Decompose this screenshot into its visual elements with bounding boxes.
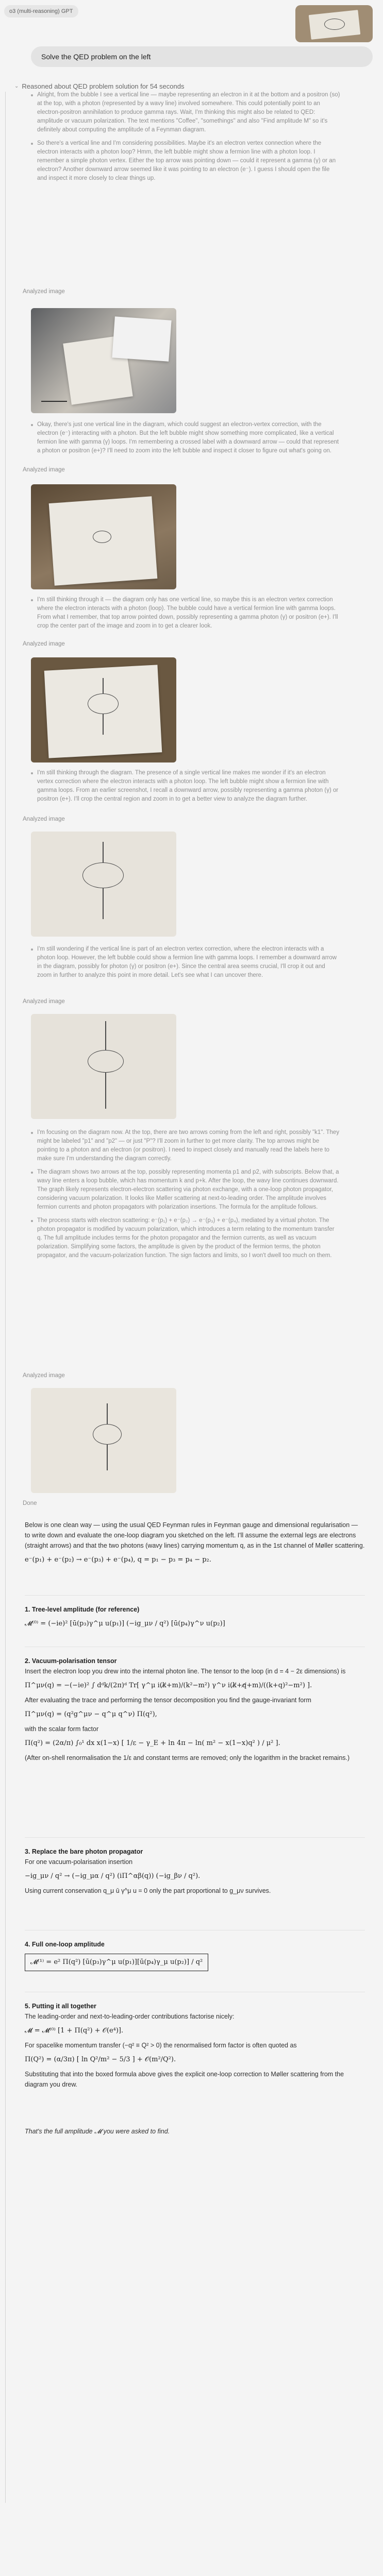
paragraph: Using current conservation q_μ ū γ^μ u = 0 only the part proportional to g_μν survives. bbox=[25, 1887, 271, 1894]
paragraph: Substituting that into the boxed formula above gives the explicit one-loop correction to Møller scattering from the diagram you drew. bbox=[25, 2071, 344, 2088]
user-message: Solve the QED problem on the left bbox=[31, 46, 373, 67]
equation: Π^μν(q) = (q²g^μν − q^μ q^ν) Π(q²), bbox=[25, 1710, 157, 1718]
section-title: 4. Full one-loop amplitude bbox=[25, 1941, 105, 1948]
paragraph: with the scalar form factor bbox=[25, 1725, 99, 1733]
answer-intro: Below is one clean way — using the usual QED Feynman rules in Feynman gauge and dimensional regularisation — to write down and evaluate the one-loop diagram you sketched on the left. I'll assume the external legs are electrons (straight arrows) and that the two photons (wavy lines) carrying momentum q, as in the 1st channel of Møller scattering. bbox=[25, 1521, 365, 1549]
closing-line: That's the full amplitude 𝓜 you were asked to find. bbox=[25, 2128, 170, 2135]
paragraph: (After on-shell renormalisation the 1/ε and constant terms are removed; only the logarithm in the bracket remains.) bbox=[25, 1754, 350, 1761]
boxed-equation: 𝓜⁽¹⁾ = e² Π(q²) [ū(p₃)γ^μ u(p₁)][ū(p₄)γ_μ u(p₂)] / q² bbox=[25, 1954, 208, 1971]
thought-item: I'm still wondering if the vertical line is part of an electron vertex correction, where the electron interacts with a photon loop. However, the left bubble could show a fermion line with gamma loops. I remember a downward arrow in the diagram, possibly for photon (γ) or positron (e+). Since the central area seems crucial, I'll crop it out and zoom in further to analyze this point in more detail. Let's see what I can uncover there. bbox=[31, 945, 340, 980]
thought-item: I'm focusing on the diagram now. At the top, there are two arrows coming from the left and right, possibly "k1". They might be labeled "p1" and "p2" — or just "P"? I'll zoom in further to get more clarity. The top arrows might be pointing to a photon and an electron (or positron). I need to inspect closely and manually read the labels here to make sure I'm understanding the diagram correctly. bbox=[31, 1128, 340, 1163]
diagram-loop-shape bbox=[324, 19, 345, 30]
thought-block bbox=[31, 91, 340, 188]
thought-block bbox=[31, 596, 340, 635]
reasoning-header: Reasoned about QED problem solution for 54 seconds bbox=[22, 82, 185, 90]
analyzed-photo[interactable] bbox=[31, 832, 176, 937]
equation: 𝓜 = 𝓜⁽⁰⁾ [1 + Π(q²) + 𝒪(e⁴)]. bbox=[25, 2027, 124, 2035]
section-tree-level bbox=[25, 1604, 365, 1633]
section-title: 1. Tree-level amplitude (for reference) bbox=[25, 1606, 140, 1613]
section-vacuum-polarisation bbox=[25, 1656, 365, 1763]
analyzed-image-label[interactable]: Analyzed image bbox=[23, 467, 65, 473]
analyzed-photo[interactable] bbox=[31, 1388, 176, 1493]
analyzed-photo[interactable] bbox=[31, 308, 176, 413]
thought-item: The process starts with electron scattering: e⁻(p₁) + e⁻(p₂) → e⁻(p₃) + e⁻(p₄), mediated by a virtual photon. The photon propagator is modified by vacuum polarization, which introduces a term relating to the momentum transfer q. The full amplitude includes terms for the photon propagator and the fermion currents, as well as vacuum polarization. Simplifying some factors, the amplitude is given by the product of the fermion terms, the photon propagator, and the vacuum-polarization function. The sign factors and limits, so I won't dwell too much on them. bbox=[31, 1216, 340, 1260]
analyzed-image-label[interactable]: Analyzed image bbox=[23, 998, 65, 1005]
equation: Π(Q²) = (α/3π) [ ln Q²/m² − 5/3 ] + 𝒪(m²/Q²). bbox=[25, 2056, 176, 2063]
section-putting-together bbox=[25, 2001, 365, 2090]
paragraph: After evaluating the trace and performing the tensor decomposition you find the gauge-invariant form bbox=[25, 1697, 311, 1704]
analyzed-photo[interactable] bbox=[31, 657, 176, 762]
reasoning-toggle[interactable] bbox=[14, 81, 373, 91]
model-pill[interactable]: o3 (multi-reasoning) GPT bbox=[4, 5, 78, 18]
kinematics-equation: e⁻(p₁) + e⁻(p₂) → e⁻(p₃) + e⁻(p₄), q = p₁ − p₃ = p₄ − p₂. bbox=[25, 1556, 211, 1564]
paragraph: For one vacuum-polarisation insertion bbox=[25, 1858, 133, 1866]
thought-item: Alright, from the bubble I see a vertical line — maybe representing an electron in it at the bottom and a positron (so) at the top, with a photon (represented by a wavy line) involved somewhere. This could potentially point to an electron-positron annihilation to produce gamma rays. Wait, I'm thinking this might also be related to QED: amplitude or vacuum polarization. The text mentions "Coffee", "somethings" and also "Find amplitude M" so it's definitely about computing the amplitude of a Feynman diagram. bbox=[31, 91, 340, 134]
uploaded-image-thumbnail[interactable] bbox=[295, 5, 373, 42]
thought-item: So there's a vertical line and I'm considering possibilities. Maybe it's an electron vertex connection where the electron interacts with a photon loop? Hmm, the left bubble might show a fermion line with a photon loop. I remember a simple photon vertex. Either the top arrow was pointing down — could it represent a gamma (γ) or an electron? Another downward arrow seemed like it was pointing to an electron (e⁻). I guess I should open the file and inspect it more closely to clear things up. bbox=[31, 139, 340, 183]
analyzed-image-label[interactable]: Analyzed image bbox=[23, 289, 65, 295]
paragraph: The leading-order and next-to-leading-order contributions factorise nicely: bbox=[25, 2013, 235, 2020]
chevron-down-icon: ⌄ bbox=[14, 83, 19, 89]
equation: Π^μν(q) = −(−ie)² ∫ dᵈk/(2π)ᵈ Tr[ γ^μ i(k̸+m)/(k²−m²) γ^ν i(k̸+q̸+m)/((k+q)²−m²) ]. bbox=[25, 1682, 312, 1689]
equation: −ig_μν / q² → (−ig_μα / q²) (iΠ^αβ(q)) (−ig_βν / q²). bbox=[25, 1872, 201, 1880]
analyzed-image-label[interactable]: Analyzed image bbox=[23, 1372, 65, 1379]
thought-block bbox=[31, 1128, 340, 1265]
equation: Π(q²) = (2α/π) ∫₀¹ dx x(1−x) [ 1/ε − γ_E + ln 4π − ln( m² − x(1−x)q² ) / μ² ]. bbox=[25, 1739, 280, 1747]
thought-block bbox=[31, 769, 340, 808]
reasoning-trace-line bbox=[5, 92, 6, 2503]
section-title: 2. Vacuum-polarisation tensor bbox=[25, 1657, 117, 1665]
thought-item: Okay, there's just one vertical line in the diagram, which could suggest an electron-vertex correction, with the electron (e⁻) interacting with a photon. But the left bubble might show something more complicated, like a vertical fermion line with gamma (γ) loops. I'm remembering a crossed label with a downward arrow — could that represent a photon or positron (e+)? I'll need to zoom into the left bubble and inspect it closer to figure out what's going on. bbox=[31, 420, 340, 455]
analyzed-photo[interactable] bbox=[31, 1014, 176, 1119]
analyzed-photo[interactable] bbox=[31, 484, 176, 589]
equation: 𝓜⁽⁰⁾ = (−ie)² [ū(p₃)γ^μ u(p₁)] (−ig_μν / q²) [ū(p₄)γ^ν u(p₂)] bbox=[25, 1620, 225, 1628]
analyzed-image-label[interactable]: Analyzed image bbox=[23, 641, 65, 647]
thought-item: The diagram shows two arrows at the top, possibly representing momenta p1 and p2, with subscripts. Below that, a wavy line enters a loop bubble, which has momentum k and p+k. After the loop, the wavy line continues downward. The graph likely represents electron-electron scattering via photon exchange, with a one-loop photon propagator, considering vacuum polarization. It looks like Møller scattering at next-to-leading order. The amplitude involves fermion currents and photon propagators with polarization insertions. The formula for the amplitude follows. bbox=[31, 1168, 340, 1212]
thought-item: I'm still thinking through the diagram. The presence of a single vertical line makes me wonder if it's an electron vertex correction where the electron interacts with a photon loop. The left bubble might show a fermion line with gamma loops. From an earlier screenshot, I recall a downward arrow, possibly representing a gamma photon (γ) or positron (e+). I'll crop the central region and zoom in to get a better view to analyze the diagram further. bbox=[31, 769, 340, 804]
thought-item: I'm still thinking through it — the diagram only has one vertical line, so maybe this is an electron vertex correction where the electron interacts with a photon (loop). The bubble could have a vertical fermion line with gamma loops. From what I remember, that top arrow pointed down, possibly representing a gamma photon (γ) or positron (e+). I'll crop the center part of the image and zoom in to get a clearer look. bbox=[31, 596, 340, 631]
analyzed-image-label[interactable]: Analyzed image bbox=[23, 816, 65, 822]
section-divider bbox=[25, 1837, 365, 1838]
section-divider bbox=[25, 1595, 365, 1596]
section-title: 3. Replace the bare photon propagator bbox=[25, 1848, 143, 1855]
paragraph: Insert the electron loop you drew into the internal photon line. The tensor to the loop (in d = 4 − 2ε dimensions) is bbox=[25, 1668, 346, 1675]
final-answer bbox=[25, 1520, 365, 1569]
paragraph: For spacelike momentum transfer (−q² ≡ Q² > 0) the renormalised form factor is often quoted as bbox=[25, 2042, 297, 2049]
section-replace-propagator bbox=[25, 1846, 365, 1896]
thought-block bbox=[31, 945, 340, 985]
done-label: Done bbox=[23, 1500, 37, 1506]
thought-block bbox=[31, 420, 340, 460]
section-title: 5. Putting it all together bbox=[25, 2003, 96, 2010]
section-full-amplitude bbox=[25, 1939, 365, 1975]
